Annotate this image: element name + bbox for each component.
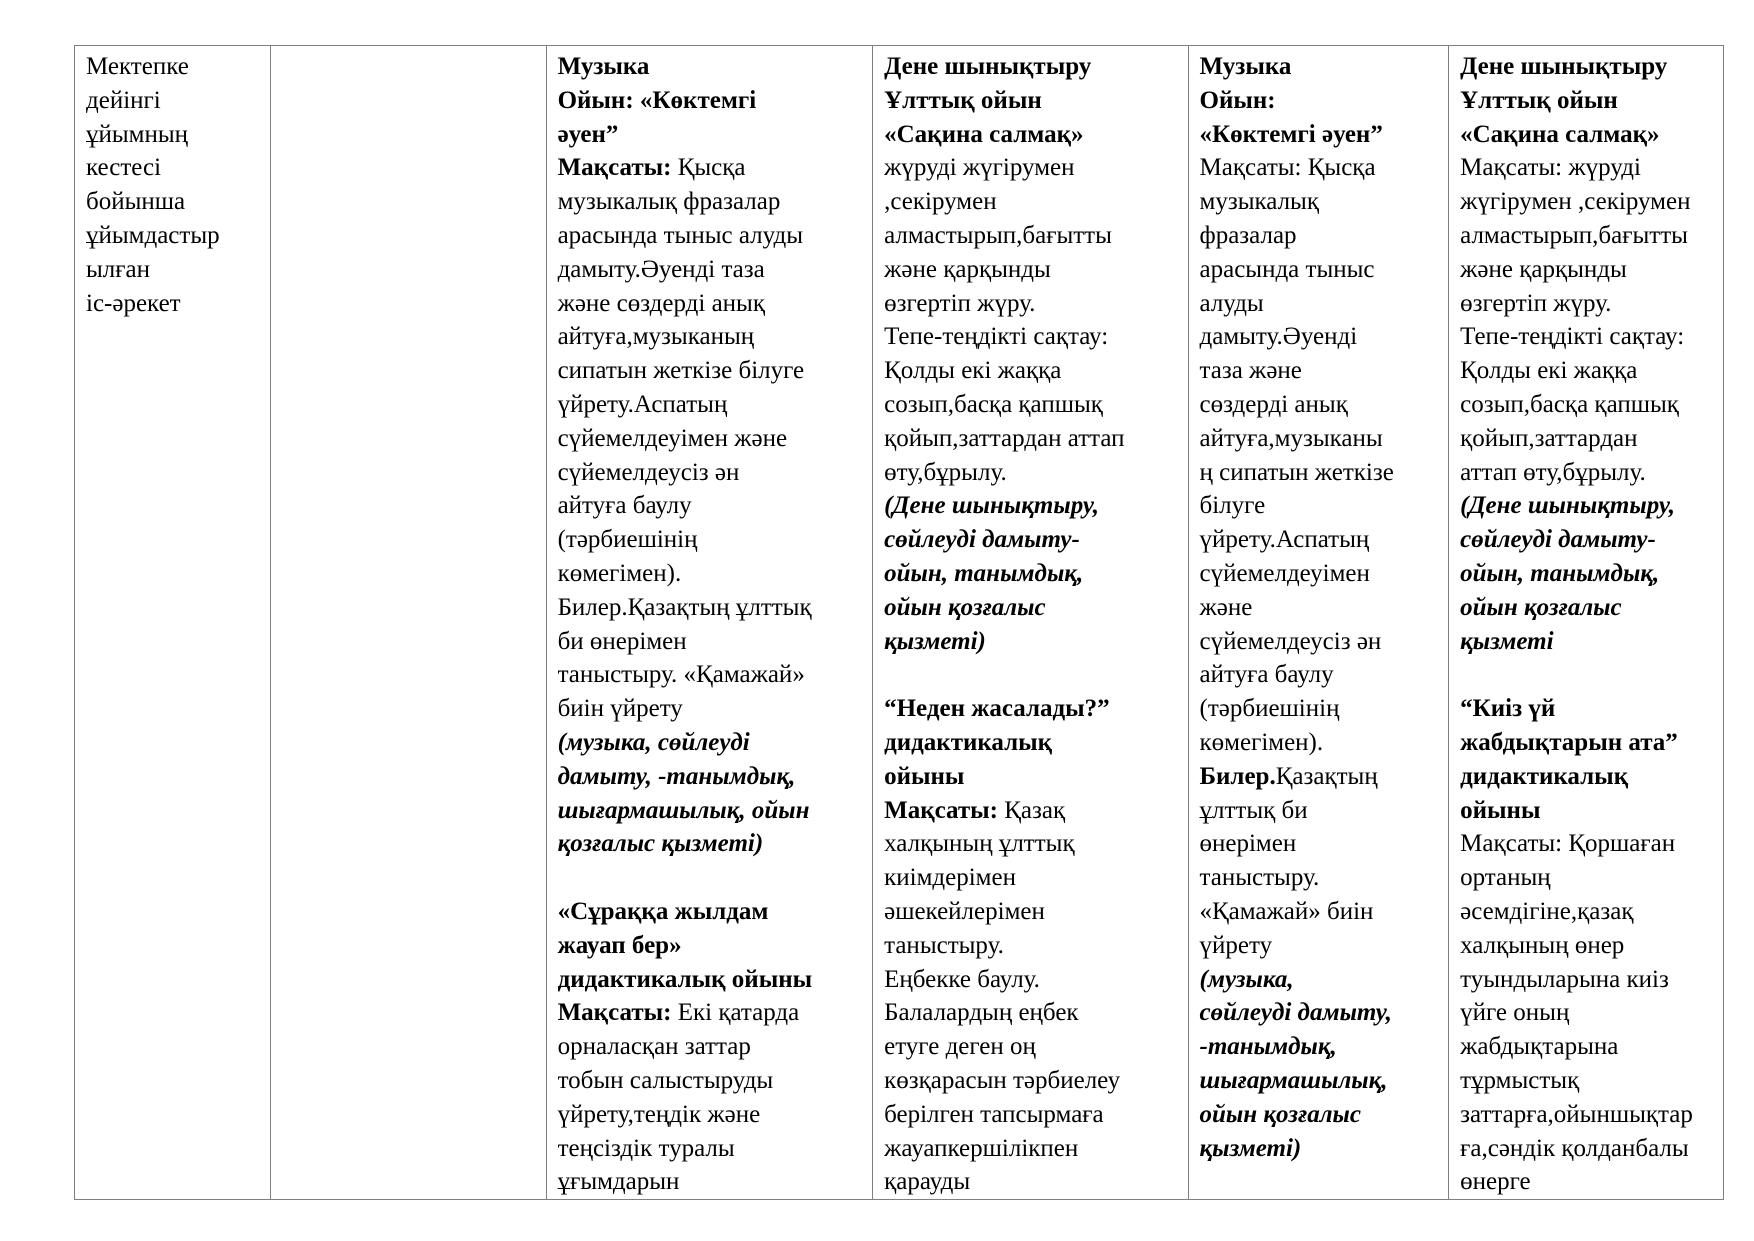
text-line: дамыту.Әуенді <box>1199 323 1358 351</box>
text-line: биін үйрету <box>557 695 683 723</box>
text-line: және сөздерді анық <box>557 289 765 317</box>
text-line: музыкалық фразалар <box>557 188 781 216</box>
label-text: Билер. <box>1199 762 1276 790</box>
text-line: Еңбекке баулу. <box>884 965 1040 993</box>
text-line: әсемдігіне,қазақ <box>1460 897 1634 925</box>
text-line: ға,сәндік қолданбалы <box>1460 1134 1689 1162</box>
body-text: Қысқа <box>677 154 746 182</box>
text-line: таныстыру. <box>884 931 1004 959</box>
text-line: Музыка <box>557 53 650 80</box>
text-line: “Киіз үй <box>1460 695 1556 723</box>
text-line: берілген тапсырмаға <box>884 1100 1104 1128</box>
text-line: үйрету.Аспатың <box>557 390 728 418</box>
text-line: халқының ұлттық <box>884 830 1075 858</box>
text-line: дидактикалық <box>1460 762 1629 790</box>
row-header-line: дейінгі <box>86 86 161 114</box>
text-line: орналасқан заттар <box>557 1033 751 1061</box>
text-line: айтуға,музыканың <box>557 323 755 351</box>
row-header-line: ылған <box>86 255 151 283</box>
text-line: (тәрбиешінің <box>557 526 698 554</box>
table-row <box>75 46 1724 1200</box>
label-text: Мақсаты: <box>557 999 678 1027</box>
text-line: қозғалыс қызметі) <box>557 830 764 858</box>
text-line: сүйемелдеуімен және <box>557 424 788 452</box>
text-line: заттарға,ойыншықтар <box>1460 1100 1693 1128</box>
text-line: ойын, танымдық, <box>884 559 1084 587</box>
text-line: (Дене шынықтыру, <box>1460 492 1675 520</box>
label-text: Мақсаты: <box>557 154 678 182</box>
text-line: қызметі <box>1460 627 1554 655</box>
text-line: қызметі) <box>884 627 986 655</box>
text-line: қызметі) <box>1199 1134 1302 1162</box>
text-line: «Сақина салмақ» <box>1460 120 1660 148</box>
text-line: өзгертіп жүру. <box>884 289 1036 317</box>
text-line: алмастырып,бағытты <box>884 221 1112 249</box>
text-line: музыкалық <box>1199 188 1319 216</box>
text-line: дамыту, -танымдық, <box>557 762 796 790</box>
text-line: үйге оның <box>1460 999 1570 1027</box>
text-line: Тепе-теңдікті сақтау: <box>1460 323 1685 351</box>
text-line: ,секірумен <box>884 188 997 216</box>
text-line: таза және <box>1199 357 1302 385</box>
text-line: би өнерімен <box>557 627 687 655</box>
label-text: Мақсаты: <box>884 796 1005 824</box>
text-line: дидактикалық <box>884 728 1053 756</box>
text-line: ң сипатын жеткізе <box>1199 458 1394 486</box>
text-line: тұрмыстық <box>1460 1066 1580 1094</box>
text-line <box>1200 760 1439 794</box>
cell-physical-education-thursday <box>1449 46 1724 1200</box>
text-line: ойын қозғалыс <box>884 593 1046 621</box>
text-line: Билер.Қазақтың ұлттық <box>557 593 812 621</box>
blank-line <box>1460 658 1713 692</box>
text-line: ойын қозғалыс <box>1460 593 1622 621</box>
text-line: Тепе-теңдікті сақтау: <box>884 323 1109 351</box>
text-line: сүйемелдеусіз ән <box>1199 627 1382 655</box>
text-line: ортаның <box>1460 864 1551 892</box>
text-line: өнерге <box>1460 1168 1531 1196</box>
row-header-line: бойынша <box>86 188 186 216</box>
text-line: Дене шынықтыру <box>1460 53 1668 80</box>
text-line: алуды <box>1199 289 1264 317</box>
text-line: Музыка <box>1199 53 1292 80</box>
text-line: созып,басқа қапшық <box>1460 390 1679 418</box>
text-line: әуен” <box>557 120 619 148</box>
text-line: жүруді жүгірумен <box>884 154 1075 182</box>
text-line: дидактикалық ойыны <box>557 965 813 993</box>
text-line: және қарқынды <box>1460 255 1627 283</box>
text-line <box>558 996 863 1030</box>
text-line: жауапкершілікпен <box>884 1134 1079 1162</box>
row-header-line: Мектепке <box>86 53 189 80</box>
text-line: шығармашылық, <box>1199 1066 1388 1094</box>
text-line: ұғымдарын <box>557 1168 680 1196</box>
text-line: алмастырып,бағытты <box>1460 221 1688 249</box>
text-line: ойын, танымдық, <box>1460 559 1660 587</box>
text-line: Ойын: «Көктемгі <box>557 86 757 114</box>
text-line: -танымдық, <box>1199 1033 1337 1061</box>
text-line: «Қамажай» биін <box>1199 897 1374 925</box>
text-line: және қарқынды <box>884 255 1051 283</box>
text-line: Қолды екі жаққа <box>884 357 1062 385</box>
text-line: «Сұраққа жылдам <box>557 897 769 925</box>
text-line: дамыту.Әуенді таза <box>557 255 765 283</box>
text-line: «Сақина салмақ» <box>884 120 1084 148</box>
text-line: Ойын: <box>1199 86 1276 114</box>
text-line: етуге деген оң <box>884 1033 1036 1061</box>
text-line: жүгірумен ,секірумен <box>1460 188 1691 216</box>
text-line: теңсіздік туралы <box>557 1134 735 1162</box>
text-line: туындыларына киіз <box>1460 965 1669 993</box>
body-text: Қазақ <box>1004 796 1066 824</box>
text-line: үйрету <box>1199 931 1273 959</box>
empty-cell <box>270 46 546 1200</box>
text-line: шығармашылық, ойын <box>557 796 810 824</box>
cell-music-wednesday <box>1188 46 1449 1200</box>
row-header-cell <box>75 46 271 1200</box>
text-line: сүйемелдеусіз ән <box>557 458 740 486</box>
text-line: көмегімен). <box>557 559 682 587</box>
text-line: «Көктемгі әуен” <box>1199 120 1383 148</box>
text-line: созып,басқа қапшық <box>884 390 1103 418</box>
text-line: (тәрбиешінің <box>1199 695 1340 723</box>
text-line: ойыны <box>1460 796 1541 824</box>
body-text: Қазақтың <box>1275 762 1378 790</box>
blank-line <box>884 658 1177 692</box>
text-line: сүйемелдеуімен <box>1199 559 1370 587</box>
row-header-line: ұйымдастыр <box>86 221 220 249</box>
text-line: білуге <box>1199 492 1266 520</box>
text-line: жабдықтарына <box>1460 1033 1619 1061</box>
text-line: өнерімен <box>1199 830 1297 858</box>
text-line: Дене шынықтыру <box>884 53 1092 80</box>
text-line: айтуға,музыканы <box>1199 424 1383 452</box>
text-line: айтуға баулу <box>557 492 692 520</box>
text-line: өзгертіп жүру. <box>1460 289 1612 317</box>
text-line: (музыка, сөйлеуді <box>557 728 750 756</box>
text-line: сөйлеуді дамыту, <box>1199 999 1392 1027</box>
text-line: сөйлеуді дамыту- <box>884 526 1080 554</box>
text-line: айтуға баулу <box>1199 661 1334 689</box>
text-line: халқының өнер <box>1460 931 1625 959</box>
text-line: Ұлттық ойын <box>1460 86 1618 114</box>
text-line: көзқарасын тәрбиелеу <box>884 1066 1121 1094</box>
text-line: Балалардың еңбек <box>884 999 1079 1027</box>
text-line: сөздерді анық <box>1199 390 1348 418</box>
text-line: жабдықтарын ата” <box>1460 728 1678 756</box>
text-line: ойыны <box>884 762 965 790</box>
text-line: Ұлттық ойын <box>884 86 1042 114</box>
text-line: (музыка, <box>1199 965 1294 993</box>
text-line: аттап өту,бұрылу. <box>1460 458 1646 486</box>
text-line: Мақсаты: Қысқа <box>1199 154 1376 182</box>
row-header-line: іс-әрекет <box>86 289 181 317</box>
text-line: үйрету,теңдік және <box>557 1100 761 1128</box>
text-line: фразалар <box>1199 221 1297 249</box>
text-line: сипатын жеткізе білуге <box>557 357 805 385</box>
text-line: таныстыру. <box>1199 864 1320 892</box>
text-line: қарауды <box>884 1168 971 1196</box>
schedule-table <box>74 45 1724 1200</box>
text-line: киімдерімен <box>884 864 1016 892</box>
text-line: таныстыру. «Қамажай» <box>557 661 805 689</box>
text-line <box>558 151 863 185</box>
text-line: сөйлеуді дамыту- <box>1460 526 1656 554</box>
row-header-line: кестесі <box>86 154 162 182</box>
cell-physical-education-tuesday <box>873 46 1188 1200</box>
text-line: қойып,заттардан <box>1460 424 1638 452</box>
text-line: Мақсаты: жүруді <box>1460 154 1641 182</box>
text-line: қойып,заттардан аттап <box>884 424 1125 452</box>
row-header-line: ұйымның <box>86 120 189 148</box>
text-line: Мақсаты: Қоршаған <box>1460 830 1676 858</box>
text-line: арасында тыныс <box>1199 255 1375 283</box>
text-line: арасында тыныс алуды <box>557 221 804 249</box>
text-line: өту,бұрылу. <box>884 458 1007 486</box>
text-line: ойын қозғалыс <box>1199 1100 1361 1128</box>
text-line: ұлттық би <box>1199 796 1308 824</box>
cell-music-monday <box>546 46 873 1200</box>
text-line: және <box>1199 593 1253 621</box>
text-line: жауап бер» <box>557 931 682 959</box>
blank-line <box>558 861 863 895</box>
text-line: Қолды екі жаққа <box>1460 357 1638 385</box>
text-line: әшекейлерімен <box>884 897 1045 925</box>
text-line: үйрету.Аспатың <box>1199 526 1370 554</box>
text-line <box>884 794 1177 828</box>
text-line: “Неден жасалады?” <box>884 695 1110 723</box>
text-line: көмегімен). <box>1199 728 1324 756</box>
body-text: Екі қатарда <box>677 999 800 1027</box>
text-line: тобын салыстыруды <box>557 1066 774 1094</box>
text-line: (Дене шынықтыру, <box>884 492 1099 520</box>
